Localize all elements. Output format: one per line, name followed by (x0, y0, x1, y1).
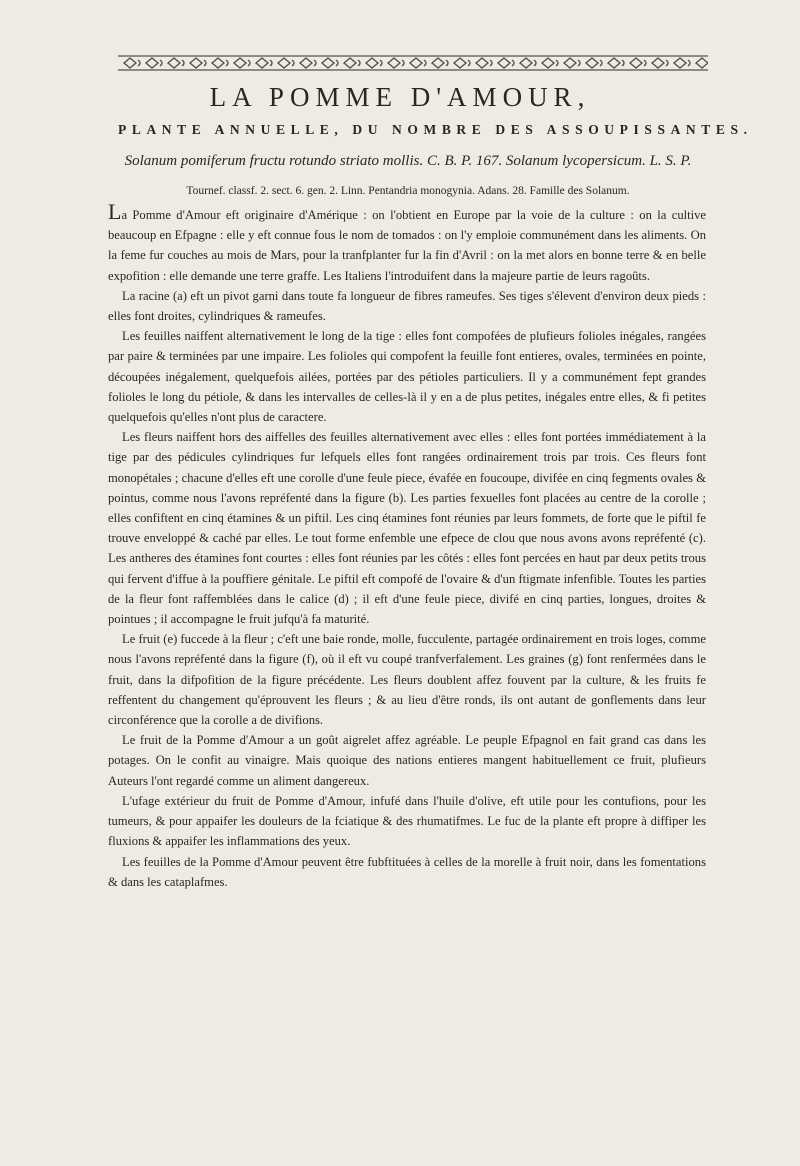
ornament-motif (674, 58, 690, 68)
drop-cap: L (108, 199, 122, 224)
ornament-motif (190, 58, 206, 68)
paragraph: Le fruit de la Pomme d'Amour a un goût aigrelet affez agréable. Le peuple Efpagnol en fait grand cas dans les potages. On le confit au vinaigre. Mais quoique des nations entieres mangent habituellement ce fruit, plufieurs Auteurs l'ont regardé comme un aliment dangereux. (108, 733, 706, 788)
ornament-motif (344, 58, 360, 68)
ornament-motif (234, 58, 250, 68)
ornament-motif (212, 58, 228, 68)
ornament-motif (608, 58, 624, 68)
decorative-border-band (118, 52, 708, 74)
subtitle: PLANTE ANNUELLE, DU NOMBRE DES ASSOUPISSANTES. (118, 122, 753, 137)
paragraph (108, 199, 706, 286)
ornament-motif (696, 58, 708, 68)
ornament-motif (542, 58, 558, 68)
paragraph: L'ufage extérieur du fruit de Pomme d'Amour, infufé dans l'huile d'olive, eft utile pour les contufions, pour les tumeurs, & pour appaifer les douleurs de la fciatique & des rhumatifmes. Le fuc de la plante eft propre à diffiper les fluxions & appaifer les inflammations des yeux. (108, 793, 706, 849)
ornament-motif (454, 58, 470, 68)
ornament-motif (520, 58, 536, 68)
ornament-motif (366, 58, 382, 68)
ornament-motif (564, 58, 580, 68)
ornament-motif (586, 58, 602, 68)
page-title: LA POMME D'AMOUR, (209, 82, 591, 112)
botanical-synonym: Solanum pomiferum fructu rotundo striato mollis. C. B. P. 167. Solanum lycopersicum. L. S. P. (124, 153, 692, 169)
ornament-motif (630, 58, 646, 68)
body-text (108, 199, 707, 892)
ornament-motif (410, 58, 426, 68)
paragraph: La racine (a) eft un pivot garni dans toute fa longueur de fibres rameufes. Ses tiges s'élevent d'environ deux pieds : elles font droites, cylindriques & rameufes. (108, 288, 706, 324)
ornament-motif (388, 58, 404, 68)
ornament-motif (498, 58, 514, 68)
classification-line: Tournef. classf. 2. sect. 6. gen. 2. Linn. Pentandria monogynia. Adans. 28. Famille des Solanum. (186, 185, 630, 197)
paragraph-text: a Pomme d'Amour eft originaire d'Amérique : on l'obtient en Europe par la voie de la culture : on la cultive beaucoup en Efpagne : elle y eft connue fous le nom de tomados : on l'y emploie communément dans les aliments. On la feme fur couches au mois de Mars, pour la tranfplanter fur la fin d'Avril : on la met alors en bonne terre & en belle expofition : elle demande une terre graffe. Les Italiens l'introduifent dans la majeure partie de leurs ragoûts. (108, 208, 706, 283)
ornament-motif (476, 58, 492, 68)
ornament-motif (278, 58, 294, 68)
ornament-motif (146, 58, 162, 68)
paragraph: Les feuilles de la Pomme d'Amour peuvent être fubftituées à celles de la morelle à fruit noir, dans les fomentations & dans les cataplafmes. (108, 854, 706, 889)
ornament-motif (322, 58, 338, 68)
ornament-motif (124, 58, 140, 68)
paragraph: Les fleurs naiffent hors des aiffelles des feuilles alternativement avec elles : elles font portées immédiatement à la tige par des pédicules cylindriques fur lefquels elles font rangées ordinairement trois par trois. Ces fleurs font monopétales ; chacune d'elles eft une corolle d'une feule piece, évafée en foucoupe, divifée en cinq fegments ovales & pointus, comme nous l'avons repréfenté dans la figure (b). Les parties fexuelles font placées au centre de la corolle ; elles confiftent en cinq étamines & un piftil. Les cinq étamines font réunies par leurs fommets, de forte que le piftil fe trouve enveloppé & caché par elles. Le tout forme enfemble une efpece de clou que nous avons avons repréfenté (c). Les antheres des étamines font courtes : elles font réunies par les côtés : elles font percées en haut par deux petits trous qui fervent d'iffue à la pouffiere génitale. Le piftil eft compofé de l'ovaire & d'un ftigmate infenfible. Toutes les parties de la fleur font raffemblées dans le calice (d) ; il eft d'une feule piece, divifé en cinq parties, longues, droites & pointues ; il accompagne le fruit jufqu'à fa maturité. (108, 430, 707, 627)
paragraph: Le fruit (e) fuccede à la fleur ; c'eft une baie ronde, molle, fucculente, partagée ordinairement en trois loges, comme nous l'avons repréfenté dans la figure (f), où il eft vu coupé tranfverfalement. Les graines (g) font renfermées dans le fruit, dans la difpofition de la figure précédente. Les fleurs doublent affez fouvent par la culture, & les fruits fe reffentent du changement qu'éprouvent les fleurs ; & au lieu d'être ronds, ils ont autant de gonflements dans leur circonférence que la corolle a de divifions. (108, 632, 706, 728)
ornament-motif (300, 58, 316, 68)
ornament-motif (432, 58, 448, 68)
ornament-motif (256, 58, 272, 68)
paragraph: Les feuilles naiffent alternativement le long de la tige : elles font compofées de plufieurs folioles inégales, rangées par paire & terminées par une impaire. Les folioles qui compofent la feuille font entieres, ovales, terminées en pointe, découpées inégalement, quelquefois ailées, portées par des pétioles particuliers. Il y a communément fept grandes folioles le long du pétiole, & dans les intervalles de celles-là il y en a de plus petites, inégales entre elles, & fi petites quelquefois qu'elles n'ont plus de caractere. (108, 329, 706, 425)
ornament-motif (652, 58, 668, 68)
ornament-motif (168, 58, 184, 68)
